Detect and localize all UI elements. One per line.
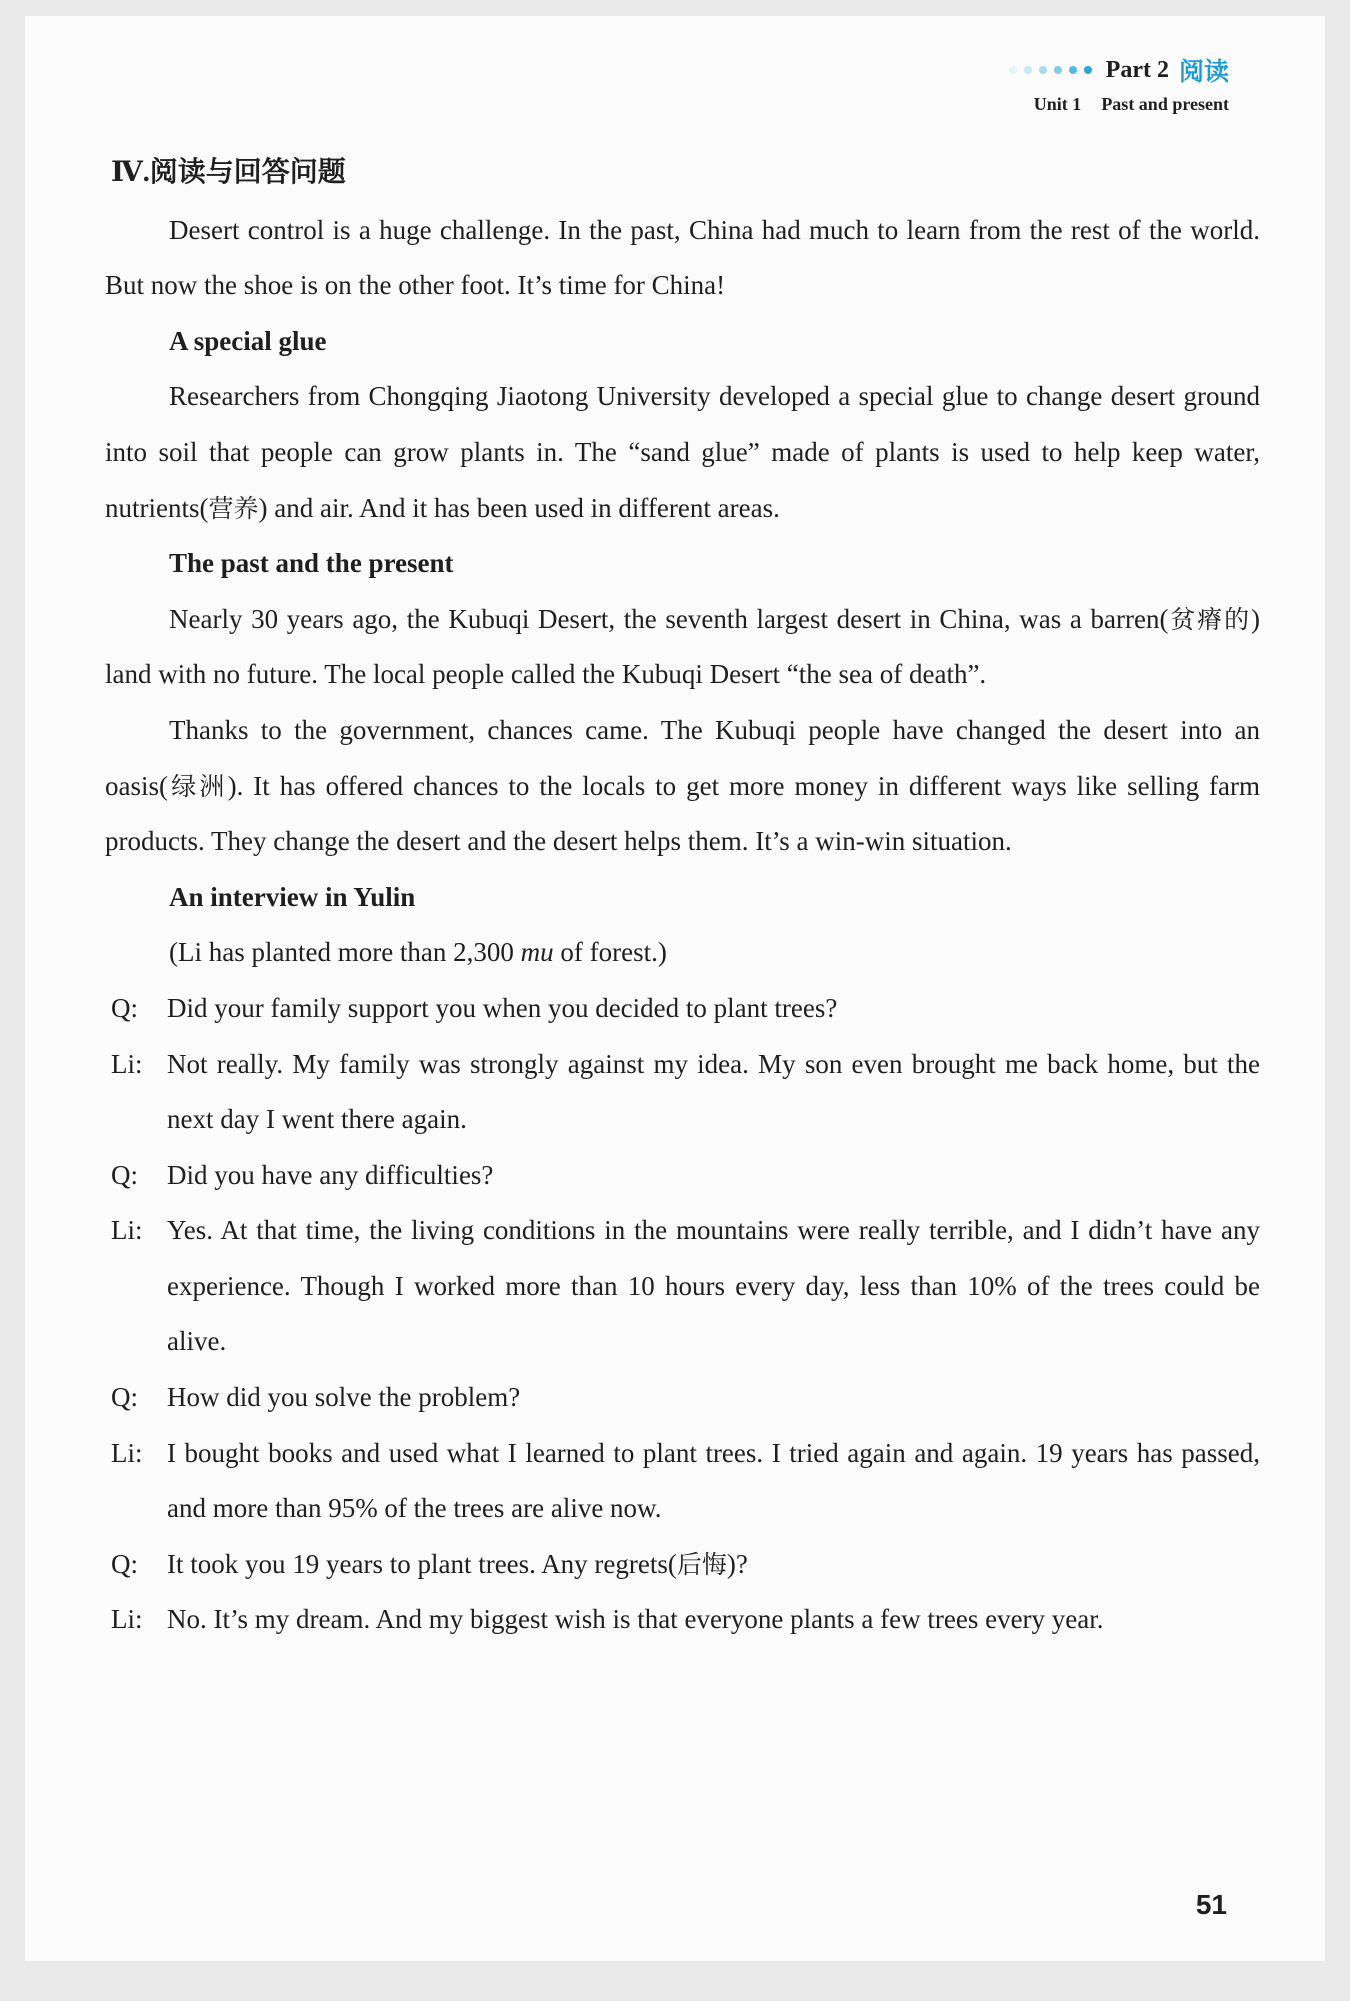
answer-4 [105, 1592, 1260, 1648]
note-unit-mu: mu [520, 937, 554, 968]
dot-icon [1024, 66, 1032, 74]
glue-text-1: Researchers from Chongqing Jiaotong University developed a special glue to change desert ground into soil that people can grow plants in. The “sand glue” made of plants is used to help keep water, nutrients( [105, 381, 1260, 523]
textbook-page [25, 16, 1325, 1961]
question-2 [105, 1148, 1260, 1204]
dot-icon [1069, 66, 1077, 74]
speaker-q: Q: [111, 1382, 138, 1413]
section-title-text: 阅读与回答问题 [149, 155, 346, 188]
past-text-2b: ). It has offered chances to the locals to get more money in different ways like selling farm products. They change the desert and the desert helps them. It’s a win-win situation. [105, 770, 1260, 857]
speaker-li: Li: [111, 1604, 143, 1635]
speaker-li: Li: [111, 1048, 143, 1079]
glue-text-2: ) and air. And it has been used in different areas. [258, 492, 780, 523]
header-unit-row [1009, 94, 1229, 115]
gloss-oasis: 绿洲 [168, 771, 228, 801]
speaker-q: Q: [111, 992, 138, 1023]
speaker-q: Q: [111, 1548, 138, 1579]
past-paragraph-1 [105, 592, 1260, 703]
answer-text: Not really. My family was strongly against my idea. My son even brought me back home, but the next day I went there again. [167, 1048, 1260, 1135]
answer-text: I bought books and used what I learned to plant trees. I tried again and again. 19 years has passed, and more than 95% of the trees are alive now. [167, 1437, 1260, 1524]
decorative-dots [1009, 66, 1092, 74]
answer-2 [105, 1203, 1260, 1370]
heading-past-present: The past and the present [169, 548, 454, 579]
reading-content [105, 144, 1260, 1648]
question-text: How did you solve the problem? [167, 1382, 521, 1413]
question-text: Did you have any difficulties? [167, 1159, 494, 1190]
speaker-q: Q: [111, 1159, 138, 1190]
header-part-row [1009, 52, 1229, 88]
dot-icon [1009, 66, 1017, 74]
past-text-1b: ) land with no future. The local people called the Kubuqi Desert “the sea of death”. [105, 603, 1260, 690]
dot-icon [1084, 66, 1092, 74]
intro-paragraph: Desert control is a huge challenge. In the past, China had much to learn from the rest of the world. But now the shoe is on the other foot. It’s time for China! [105, 214, 1260, 301]
note-text-b: of forest.) [553, 937, 667, 968]
gloss-regrets: 后悔 [676, 1549, 727, 1579]
past-text-1a: Nearly 30 years ago, the Kubuqi Desert, the seventh largest desert in China, was a barren( [169, 603, 1169, 634]
note-text-a: (Li has planted more than 2,300 [169, 937, 521, 968]
speaker-li: Li: [111, 1437, 143, 1468]
answer-3 [105, 1426, 1260, 1537]
question-3 [105, 1370, 1260, 1426]
answer-text: No. It’s my dream. And my biggest wish is that everyone plants a few trees every year. [167, 1604, 1104, 1635]
q4-text-b: )? [726, 1548, 748, 1579]
question-1 [105, 981, 1260, 1037]
page-header [1009, 52, 1229, 115]
gloss-barren: 贫瘠的 [1168, 604, 1251, 634]
question-4 [105, 1537, 1260, 1593]
unit-label: Unit 1 [1033, 94, 1082, 114]
page-number: 51 [1195, 1889, 1227, 1920]
heading-interview: An interview in Yulin [169, 881, 416, 912]
gloss-nutrients: 营养 [208, 493, 259, 523]
part-label: Part 2 [1105, 56, 1169, 83]
dot-icon [1054, 66, 1062, 74]
question-text [167, 1537, 1260, 1593]
past-paragraph-2 [105, 703, 1260, 870]
past-text-2a: Thanks to the government, chances came. The Kubuqi people have changed the desert into an oasis( [105, 714, 1260, 801]
heading-special-glue: A special glue [169, 325, 327, 356]
speaker-li: Li: [111, 1215, 143, 1246]
part-chinese-label: 阅读 [1178, 57, 1229, 86]
interview-note [105, 925, 1260, 981]
dot-icon [1039, 66, 1047, 74]
answer-1 [105, 1037, 1260, 1148]
answer-text: Yes. At that time, the living conditions in the mountains were really terrible, and I didn’t have any experience. Though I worked more than 10 hours every day, less than 10% of the trees could be alive. [167, 1215, 1260, 1357]
q4-text-a: It took you 19 years to plant trees. Any regrets( [167, 1548, 677, 1579]
section-title [111, 144, 1260, 201]
glue-paragraph [105, 369, 1260, 536]
section-numeral: Ⅳ. [111, 157, 150, 188]
unit-title: Past and present [1101, 94, 1229, 114]
question-text: Did your family support you when you decided to plant trees? [167, 992, 838, 1023]
